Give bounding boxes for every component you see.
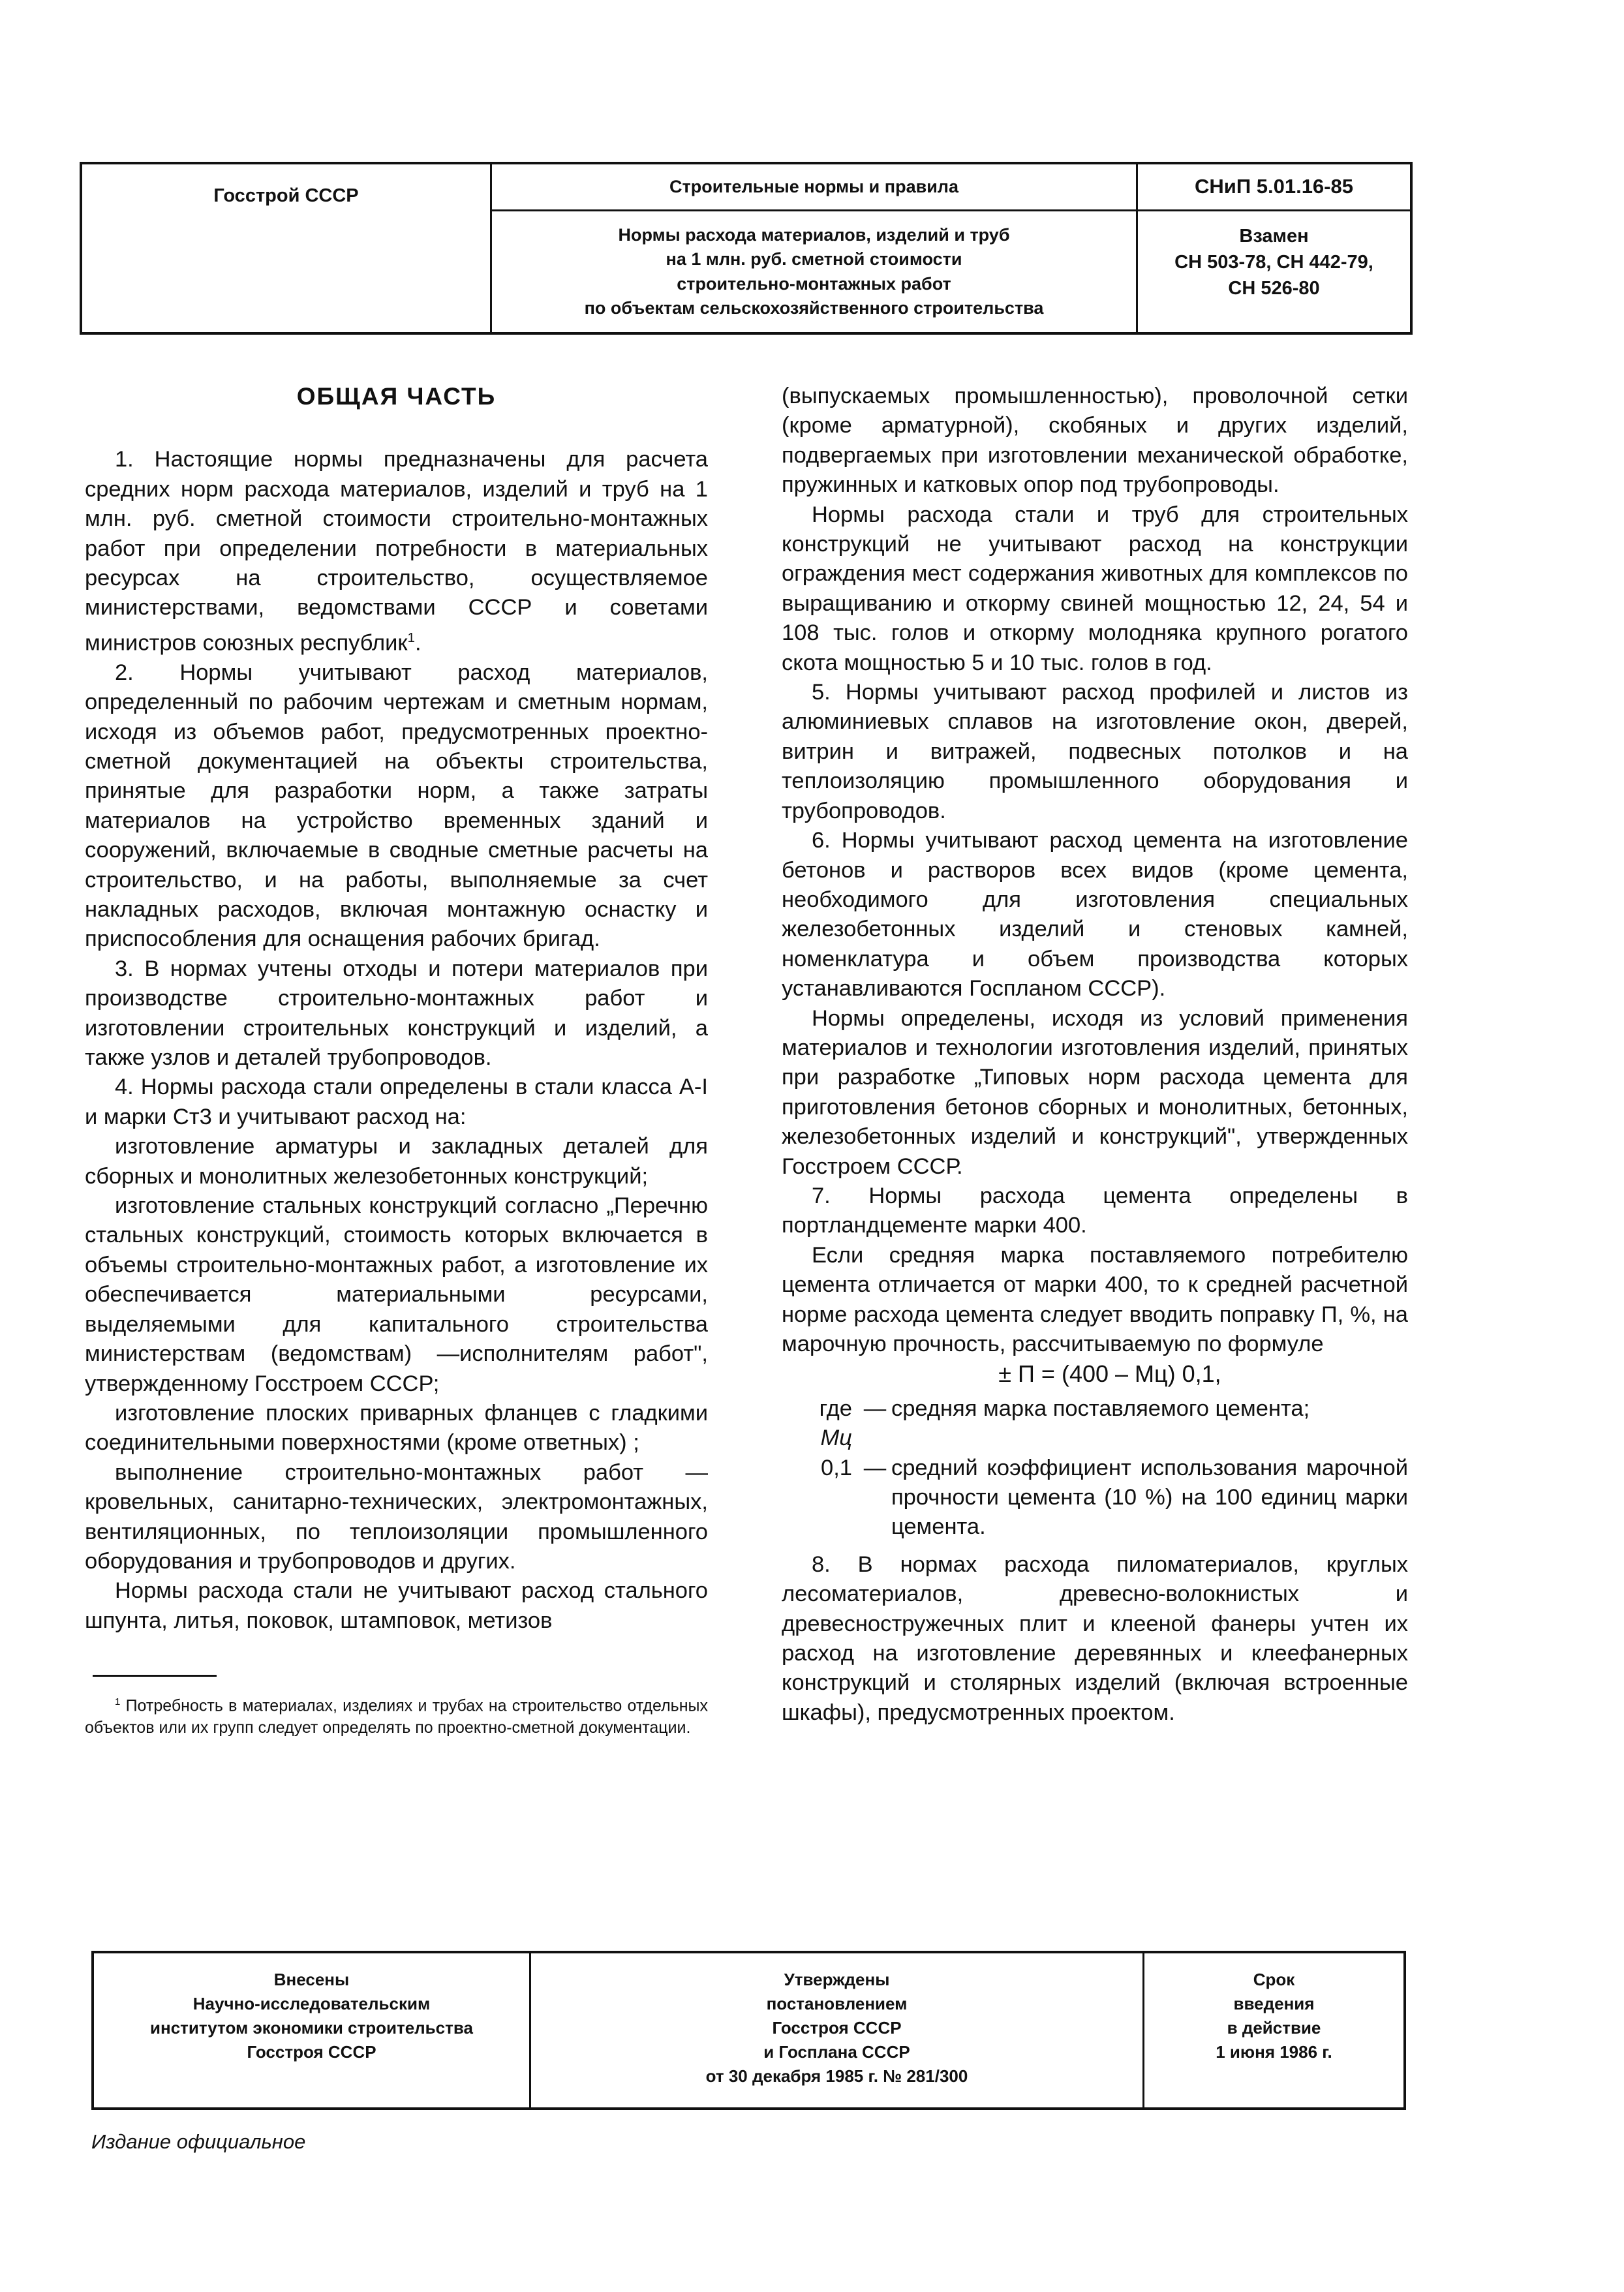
doc-title-line: на 1 млн. руб. сметной стоимости (666, 249, 962, 269)
paragraph-7b: Если средняя марка поставляемого потребителю цемента отличается от марки 400, то к средней расчетной норме расхода цемента следует вводить поправку П, %, на марочную прочность, рассчитываемую по формуле (782, 1242, 1408, 1356)
footnote-text: Потребность в материалах, изделиях и трубах на строительство отдельных объектов или их групп следует определять по проектно-сметной документации. (85, 1696, 708, 1737)
header-table (80, 162, 1413, 335)
paragraph-7: 7. Нормы расхода цемента определены в портландцементе марки 400. (782, 1183, 1408, 1238)
symbol-mc: Мц (820, 1426, 852, 1451)
footer-line: Срок (1253, 1970, 1295, 1989)
footer-line: в действие (1227, 2017, 1321, 2038)
footer-line: Научно-исследовательским (192, 1993, 431, 2013)
edition-note: Издание официальное (91, 2130, 306, 2153)
paragraph-8: 8. В нормах расхода пиломатериалов, круглых лесоматериалов, древесно-волокнистых и древесностружечных плит и клееной фанеры учтен их расход на изготовление деревянных и клеефанерных конструкций и столярных изделий (включая встроенные шкафы), предусмотренных проектом. (782, 1551, 1408, 1725)
footnote-mark: 1 (115, 1696, 121, 1708)
doc-type: Строительные нормы и правила (492, 164, 1138, 211)
doc-title-line: по объектам сельскохозяйственного строительства (584, 298, 1044, 318)
left-column (85, 382, 708, 1739)
right-column (782, 382, 1408, 1728)
paragraph-1 (85, 445, 708, 658)
footer-approved (531, 1953, 1144, 2107)
dash: — (863, 1396, 887, 1421)
paragraph-1-end: . (415, 630, 421, 656)
paragraph-4d: выполнение строительно-монтажных работ — кровельных, санитарно-технических, электромонтажных, вентиляционных, по теплоизоляции промышленного оборудования и трубопроводов и других. (85, 1459, 708, 1574)
footer-line: институтом экономики строительства (150, 2017, 473, 2038)
footer-table (91, 1951, 1406, 2110)
footer-line: от 30 декабря 1985 г. № 281/300 (705, 2066, 968, 2086)
symbol-coef: 0,1 (821, 1455, 852, 1480)
paragraph-r1: Нормы расхода стали и труб для строительных конструкций не учитывают расход на конструкции ограждения мест содержания животных для комплексов по выращиванию и откорму свиней мощностью 12, 24, 54 и 108 тыс. голов и откорму молодняка крупного рогатого скота мощностью 5 и 10 тыс. голов в год. (782, 502, 1408, 675)
paragraph-r0: (выпускаемых промышленностью), проволочной сетки (кроме арматурной), скобяных и других изделий, подвергаемых при изготовлении механической обработке, пружинных и катковых опор под трубопроводы. (782, 384, 1408, 498)
paragraph-6: 6. Нормы учитывают расход цемента на изготовление бетонов и растворов всех видов (кроме цемента, необходимого для изготовления специальных железобетонных изделий и стеновых камней, номенклатура и объем производства которых устанавливаются Госпланом СССР). (782, 828, 1408, 1001)
footer-line: Утверждены (784, 1970, 890, 1989)
where1-text: средняя марка поставляемого цемента; (891, 1396, 1310, 1421)
paragraph-3: 3. В нормах учтены отходы и потери материалов при производстве строительно-монтажных работ и изготовлении строительных конструкций и изделий, а также узлов и деталей трубопроводов. (85, 956, 708, 1071)
paragraph-2: 2. Нормы учитывают расход материалов, определенный по рабочим чертежам и сметным нормам, исходя из объемов работ, предусмотренных проектно-сметной документацией на объекты строительства, принятые для разработки норм, а также затраты материалов на устройство временных зданий и сооружений, включаемые в сводные сметные расчеты на строительство, и на работы, выполняемые за счет накладных расходов, включая монтажную оснастку и приспособления для оснащения рабочих бригад. (85, 660, 708, 952)
footer-line: постановлением (766, 1993, 908, 2013)
where2-text: средний коэффициент использования марочной прочности цемента (10 %) на 100 единиц марки цемента. (891, 1455, 1408, 1540)
section-title: ОБЩАЯ ЧАСТЬ (296, 383, 497, 410)
replaces-label: Взамен (1239, 226, 1309, 247)
footer-line: 1 июня 1986 г. (1216, 2041, 1332, 2062)
organization: Госстрой СССР (82, 164, 492, 332)
footer-introduced (94, 1953, 531, 2107)
paragraph-1-text: 1. Настоящие нормы предназначены для расчета средних норм расхода материалов, изделий и труб на 1 млн. руб. сметной стоимости строительно-монтажных работ при определении потребности в материальных ресурсах на строительство, осуществляемое министерствами, ведомствами СССР и советами министров союзных республик (85, 447, 708, 656)
doc-title-line: строительно-монтажных работ (677, 273, 951, 294)
paragraph-6b: Нормы определены, исходя из условий применения материалов и технологии изготовления изделий, принятых при разработке „Типовых норм расхода цемента для приготовления бетонов сборных и монолитных, бетонных, железобетонных изделий и конструкций", утвержденных Госстроем СССР. (782, 1005, 1408, 1179)
footer-line: Госстроя СССР (772, 2017, 902, 2038)
paragraph-4c: изготовление плоских приварных фланцев с гладкими соединительными поверхностями (кроме ответных) ; (85, 1400, 708, 1456)
paragraph-4: 4. Нормы расхода стали определены в стали класса А-I и марки Ст3 и учитывают расход на: (85, 1075, 708, 1129)
footnote-divider (93, 1675, 217, 1677)
paragraph-5: 5. Нормы учитывают расход профилей и листов из алюминиевых сплавов на изготовление окон, дверей, витрин и витражей, подвесных потолков и на теплоизоляцию промышленного оборудования и трубопроводов. (782, 680, 1408, 823)
formula: ± П = (400 – Мц) 0,1, (998, 1360, 1221, 1388)
footer-effective-date (1144, 1953, 1403, 2107)
doc-code: СНиП 5.01.16-85 (1138, 164, 1410, 211)
paragraph-4a: изготовление арматуры и закладных деталей для сборных и монолитных железобетонных конструкций; (85, 1134, 708, 1189)
where-word: где (819, 1396, 852, 1421)
replaces-line: СН 526-80 (1228, 278, 1320, 299)
doc-title-line: Нормы расхода материалов, изделий и труб (618, 225, 1010, 245)
footer-line: Госстроя СССР (247, 2041, 376, 2062)
footer-line: и Госплана СССР (763, 2041, 910, 2062)
replaces-line: СН 503-78, СН 442-79, (1174, 252, 1373, 273)
where-label (782, 1394, 859, 1454)
formula-legend (782, 1394, 1408, 1542)
paragraph-4b: изготовление стальных конструкций согласно „Перечню стальных конструкций, стоимость которых включается в объемы строительно-монтажных работ, а изготовление их обеспечивается материальными ресурсами, выделяемыми для капитального строительства министерствам (ведомствам) —исполнителям работ", утвержденному Госстроем СССР; (85, 1193, 708, 1396)
paragraph-4e: Нормы расхода стали не учитывают расход стального шпунта, литья, поковок, штамповок, метизов (85, 1578, 708, 1633)
footnote (85, 1691, 708, 1739)
dash: — (863, 1455, 887, 1480)
footer-line: введения (1233, 1993, 1315, 2013)
replaces (1138, 211, 1410, 332)
footer-line: Внесены (273, 1970, 350, 1989)
footnote-ref: 1 (407, 630, 416, 645)
doc-title (492, 211, 1138, 332)
